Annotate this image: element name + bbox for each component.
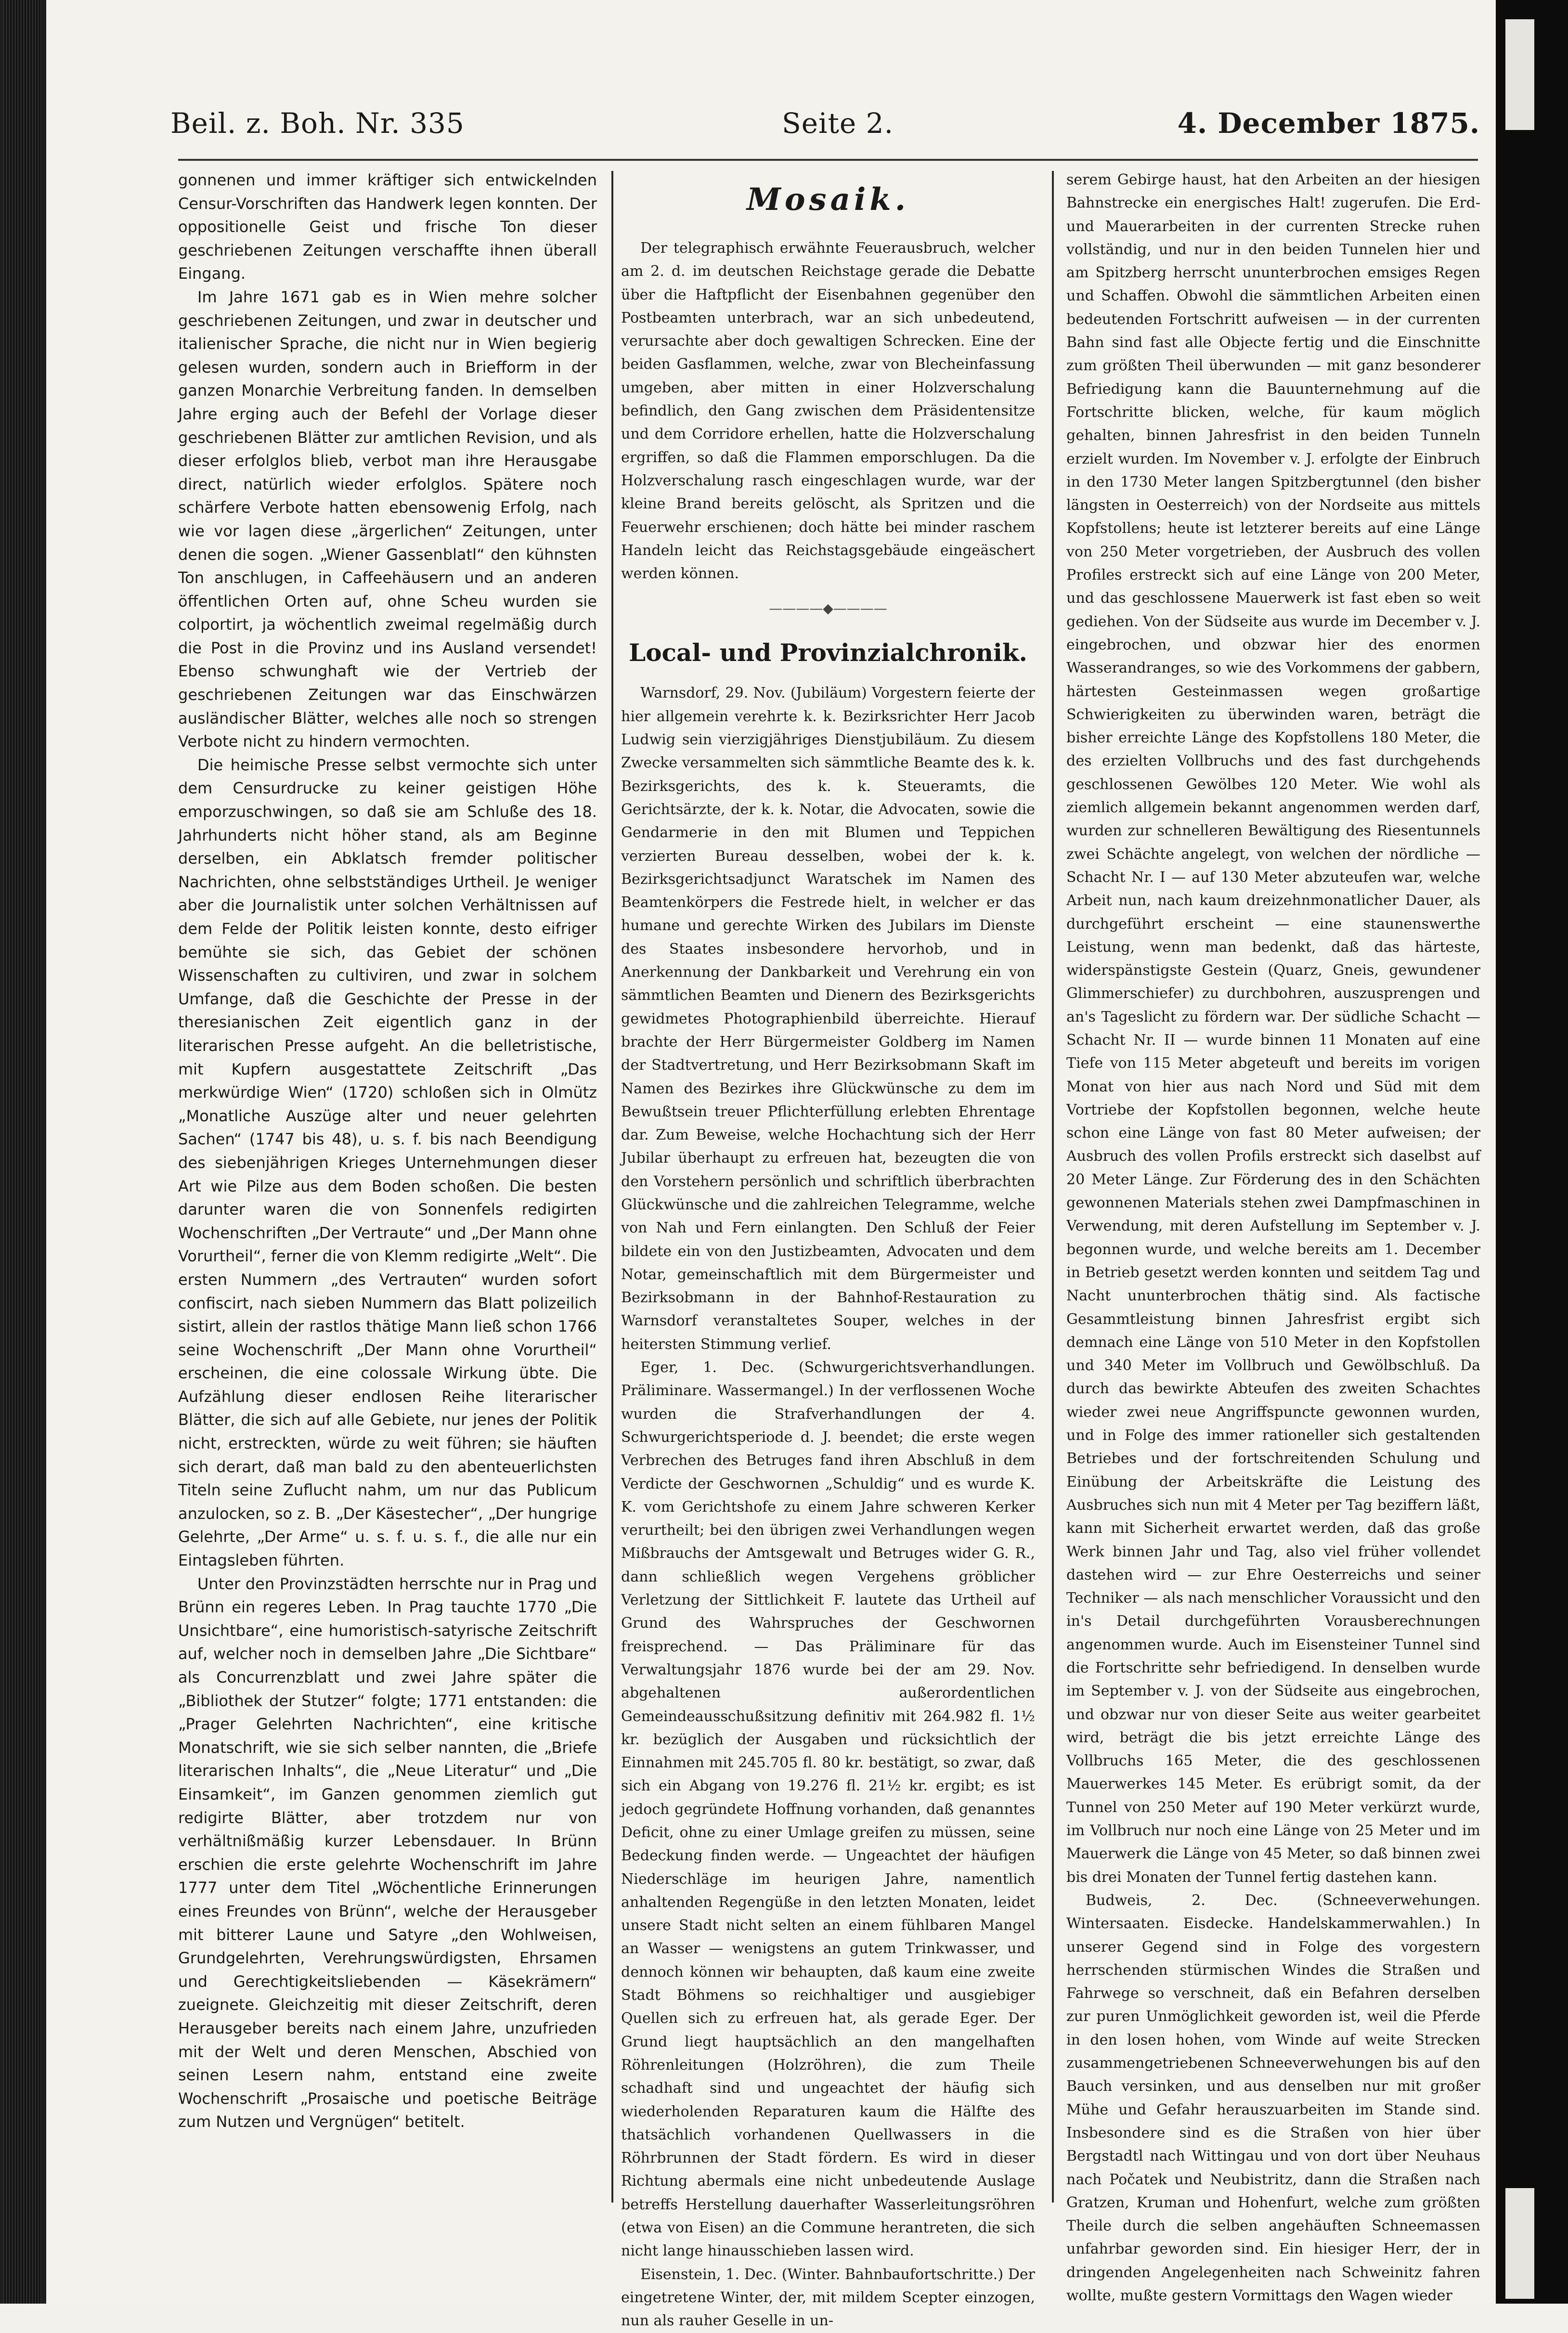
news-warnsdorf: Warnsdorf, 29. Nov. (Jubiläum) Vorgestern feierte der hier allgemein verehrte k. k. Bezirksrichter Herr Jacob Ludwig sein vierzigjähriges Dienstjubiläum. Zu diesem Zwecke versammelten sich sämmtliche Beamte des k. k. Bezirksgerichts, des k. k. Steueramts, die Gerichtsärzte, der k. k. Notar, die Advocaten, sowie die Gendarmerie in den mit Blumen und Teppichen verzierten Bureau desselben, wobei der k. k. Bezirksgerichtsadjunct Waratschek im Namen des Beamtenkörpers die Festrede hielt, in welcher er das humane und gerechte Wirken des Jubilars im Dienste des Staates insbesondere hervorhob, und in Anerkennung der Dankbarkeit und Verehrung ein von sämmtlichen Beamten und Dienern des Bezirksgerichts gewidmetes Photographienbild überreichte. Hierauf brachte der Herr Bürgermeister Goldberg im Namen der Stadtvertretung, und Herr Bezirksobmann Skaft im Namen des Bezirkes ihre Glückwünsche zu dem im Bewußtsein treuer Pflichterfüllung erlebten Ehrentage dar. Zum Beweise, welche Hochachtung sich der Herr Jubilar überhaupt zu erfreuen hat, bezeugten die von den Vorstehern persönlich und schriftlich überbrachten Glückwünsche und die zahlreichen Telegramme, welche von Nah und Fern einlangten. Den Schluß der Feier bildete ein von den Justizbeamten, Advocaten und dem Notar, gemeinschaftlich mit dem Bürgermeister und Bezirksobmann in der Bahnhof-Restauration zu Warnsdorf veranstaltetes Souper, welches in der heitersten Stimmung verlief. <box>621 685 1035 1353</box>
book-spine-edge <box>0 0 46 2304</box>
page-header <box>170 107 1480 150</box>
news-eisenstein: Eisenstein, 1. Dec. (Winter. Bahnbaufortschritte.) Der eingetretene Winter, der, mit mildem Scepter einzogen, nun als rauher Geselle in un- <box>621 2266 1035 2330</box>
section-title-mosaik: Mosaik. <box>747 181 909 218</box>
news-budweis: Budweis, 2. Dec. (Schneeverwehungen. Wintersaaten. Eisdecke. Handelskammerwahlen.) In unserer Gegend sind in Folge des vorgestern herrschenden stürmischen Windes die Straßen und Fahrwege so verschneit, daß ein Befahren derselben zur puren Unmöglichkeit geworden ist, weil die Pferde in den losen hohen, vom Winde auf weite Strecken zusammengetriebenen Schneeverwehungen bis auf den Bauch versinken, und aus denselben nur mit großer Mühe und Gefahr herauszuarbeiten im Stande sind. Insbesondere sind es die Straßen von hier über Bergstadtl nach Wittingau und von dort über Neuhaus nach Počatek und Neubistritz, dann die Straßen nach Gratzen, Kruman und Hohenfurt, welche zum größten Theile durch die selben angehäuften Schneemassen unfahrbar geworden sind. Ein hiesiger Herr, der in dringenden Angelegenheiten nach Schweinitz fahren wollte, mußte gestern Vormittags den Wagen wieder <box>1066 1892 1480 2305</box>
article-paragraph: Die heimische Presse selbst vermochte sich unter dem Censurdrucke zu keiner geistigen Höhe emporzuschwingen, so daß sie am Schluße des 18. Jahrhunderts nicht höher stand, als am Beginne derselben, ein Abklatsch fremder politischer Nachrichten, ohne selbstständiges Urtheil. Je weniger aber die Journalistik unter solchen Verhältnissen auf dem Felde der Politik leisten konnte, desto eifriger bemühte sie sich, das Gebiet der schönen Wissenschaften zu cultiviren, und zwar in solchem Umfange, daß die Geschichte der Presse in der theresianischen Zeit eigentlich ganz in der literarischen Presse aufgeht. An die belletristische, mit Kupfern ausgestattete Zeitschrift „Das merkwürdige Wien“ (1720) schloßen sich in Olmütz „Monatliche Auszüge alter und neuer gelehrten Sachen“ (1747 bis 48), u. s. f. bis nach Beendigung des siebenjährigen Krieges Unternehmungen dieser Art wie Pilze aus dem Boden schoßen. Die besten darunter waren die von Sonnenfels redigirten Wochenschriften „Der Vertraute“ und „Der Mann ohne Vorurtheil“, ferner die von Klemm redigirte „Welt“. Die ersten Nummern „des Vertrauten“ wurden sofort confiscirt, nach sieben Nummern das Blatt polizeilich sistirt, allein der rastlos thätige Mann ließ schon 1766 seine Wochenschrift „Der Mann ohne Vorurtheil“ erscheinen, die eine colossale Wirkung übte. Die Aufzählung dieser endlosen Reihe literarischer Blätter, die sich auf alle Gebiete, nur jenes der Politik nicht, erstreckten, würde zu weit führen; sie häuften sich derart, daß man bald zu den abenteuerlichsten Titeln seine Zuflucht nahm, um nur das Publicum anzulocken, so z. B. „Der Käsestecher“, „Der hungrige Gelehrte, „Der Arme“ u. s. f. u. s. f., die alle nur ein Eintagsleben führten. <box>178 755 597 1570</box>
header-page-number: Seite 2. <box>782 107 894 140</box>
header-rule <box>178 159 1478 161</box>
column-rule-1 <box>611 171 613 2203</box>
news-eisenstein-continued: serem Gebirge haust, hat den Arbeiten an der hiesigen Bahnstrecke ein energisches Halt! zugerufen. Die Erd- und Mauerarbeiten in der currenten Strecke ruhen vollständig, und nur in den beiden Tunnelen hier und am Spitzberg herrscht ununterbrochen emsiges Regen und Schaffen. Obwohl die sämmtlichen Arbeiten einen bedeutenden Fortschritt aufweisen — in der currenten Bahn sind fast alle Objecte fertig und die Einschnitte zum größten Theil überwunden — mit ganz besonderer Befriedigung kann die Bauunternehmung auf die Fortschritte blicken, welche, für kaum möglich gehalten, binnen Jahresfrist in den beiden Tunneln erzielt wurden. Im November v. J. erfolgte der Einbruch in den 1730 Meter langen Spitzbergtunnel (den bisher längsten in Oesterreich) von der Nordseite aus mittels Kopfstollens; heute ist letzterer bereits auf eine Länge von 250 Meter vorgetrieben, der Ausbruch des vollen Profiles erstreckt sich auf eine Länge von 200 Meter, und das geschlossene Mauerwerk ist fast eben so weit gediehen. Von der Südseite aus wurde im December v. J. eingebrochen, und obzwar hier des enormen Wasserandranges, so wie des Vorkommens der gabbern, härtesten Gesteinmassen wegen großartige Schwierigkeiten zu überwinden waren, beträgt die bisher erreichte Länge des Kopfstollens 180 Meter, die des erzielten Vollbruchs und des fast durchgehends geschlossenen Gewölbes 120 Meter. Wie wohl als ziemlich allgemein bekannt angenommen werden darf, wurden zur schnelleren Bewältigung des Riesentunnels zwei Schächte angelegt, von welchen der nördliche — Schacht Nr. I — auf 130 Meter abzuteufen war, welche Arbeit nun, nach kaum dreizehnmonatlicher Dauer, als durchgeführt erscheint — eine staunenswerthe Leistung, wenn man bedenkt, daß das härteste, widerspänstigste Gestein (Quarz, Gneis, gewundener Glimmerschiefer) zu durchbohren, auszusprengen und an's Tageslicht zu fördern war. Der südliche Schacht — Schacht Nr. II — wurde binnen 11 Monaten auf eine Tiefe von 115 Meter abgeteuft und bereits im vorigen Monat von hier aus nach Nord und Süd mit dem Vortriebe der Kopfstollen begonnen, welche heute schon eine Länge von fast 80 Meter aufweisen; der Ausbruch des vollen Profils erstreckt sich daselbst auf 20 Meter Länge. Zur Förderung des in den Schächten gewonnenen Materials stehen zwei Dampfmaschinen in Verwendung, mit deren Aufstellung im September v. J. begonnen wurde, und welche bereits am 1. December in Betrieb gesetzt werden konnten und seitdem Tag und Nacht ununterbrochen thätig sind. Als factische Gesammtleistung binnen Jahresfrist ergibt sich demnach eine Länge von 510 Meter in den Kopfstollen und 340 Meter im Vollbruch und Gewölbschluß. Da durch das bewirkte Abteufen des zweiten Schachtes wieder zwei neue Angriffspuncte gewonnen wurden, und in Folge des immer rationeller sich gestaltenden Betriebes und der fortschreitenden Schulung und Einübung der Arbeitskräfte die Leistung des Ausbruches sich nun mit 4 Meter per Tag beziffern läßt, kann mit Sicherheit erwartet werden, daß das große Werk binnen Jahr und Tag, also viel früher vollendet dastehen wird — zur Ehre Oesterreichs und seiner Techniker — als nach menschlicher Voraussicht und den in's Detail durchgeführten Vorausberechnungen angenommen wurde. Auch im Eisensteiner Tunnel sind die Fortschritte sehr befriedigend. In denselben wurde im September v. J. von der Südseite aus eingebrochen, und obzwar nur von dieser Seite aus weiter gearbeitet wird, beträgt die bis jetzt erreichte Länge des Vollbruchs 165 Meter, die des geschlossenen Mauerwerkes 145 Meter. Es erübrigt somit, da der Tunnel von 250 Meter auf 190 Meter verkürzt wurde, im Vollbruch nur noch eine Länge von 25 Meter und im Mauerwerk die Länge von 45 Meter, so daß binnen zwei bis drei Monaten der Tunnel fertig dastehen kann. <box>1066 171 1480 1886</box>
section-divider: ————◆———— <box>769 600 887 617</box>
column-rule-2 <box>1052 171 1054 2203</box>
article-paragraph: Unter den Provinzstädten herrschte nur in Prag und Brünn ein regeres Leben. In Prag tauchte 1770 „Die Unsichtbare“, eine humoristisch-satyrische Zeitschrift auf, welcher noch in demselben Jahre „Die Sichtbare“ als Concurrenzblatt und zwei Jahre später die „Bibliothek der Stutzer“ folgte; 1771 entstanden: die „Prager Gelehrten Nachrichten“, eine kritische Monatschrift, wie sie sich selber nannten, die „Briefe literarischen Inhalts“, die „Neue Literatur“ und „Die Einsamkeit“, im Ganzen genommen ziemlich gut redigirte Blätter, aber trotzdem nur von verhältnißmäßig kurzer Lebensdauer. In Brünn erschien die erste gelehrte Wochenschrift im Jahre 1777 unter dem Titel „Wöchentliche Erinnerungen eines Freundes von Brünn“, welche der Herausgeber mit bitterer Laune und Satyre „den Wohlweisen, Grundgelehrten, Verehrungswürdigsten, Ehrsamen und Gerechtigkeitsliebenden — Käsekrämern“ zueignete. Gleichzeitig mit dieser Zeitschrift, deren Herausgeber bereits nach einem Jahre, unzufrieden mit der Welt und deren Menschen, Abschied von seinen Lesern nahm, entstand eine zweite Wochenschrift „Prosaische und poetische Beiträge zum Nutzen und Vergnügen“ betitelt. <box>178 1574 597 2131</box>
section-title-chronik: Local- und Provinzialchronik. <box>629 638 1027 667</box>
scan-right-margin <box>1496 0 1568 2304</box>
news-eger: Eger, 1. Dec. (Schwurgerichtsverhandlungen. Präliminare. Wassermangel.) In der verflossenen Woche wurden die Strafverhandlungen der 4. Schwurgerichtsperiode d. J. beendet; die erste wegen Verbrechen des Betruges fand ihren Abschluß in dem Verdicte der Geschwornen „Schuldig“ und es wurde K. K. vom Gerichtshofe zu einem Jahre schweren Kerker verurtheilt; bei den übrigen zwei Verhandlungen wegen Mißbrauchs der Amtsgewalt und Betruges wider G. R., dann schließlich wegen Vergehens gröblicher Verletzung der Sittlichkeit F. lautete das Urtheil auf Grund des Wahrspruches der Geschwornen freisprechend. — Das Präliminare für das Verwaltungsjahr 1876 wurde bei der am 29. Nov. abgehaltenen außerordentlichen Gemeindeausschußsitzung definitiv mit 264.982 fl. 1½ kr. bezüglich der Ausgaben und rücksichtlich der Einnahmen mit 245.705 fl. 80 kr. bestätigt, so zwar, daß sich ein Abgang von 19.276 fl. 21½ kr. ergibt; es ist jedoch gegründete Hoffnung vorhanden, daß genanntes Deficit, ohne zu einer Umlage greifen zu müssen, seine Bedeckung finden werde. — Ungeachtet der häufigen Niederschläge im heurigen Jahre, namentlich anhaltenden Regengüße in den letzten Monaten, leidet unsere Stadt nicht selten an einem fühlbaren Mangel an Wasser — wenigstens an gutem Trinkwasser, und dennoch können wir behaupten, daß kaum eine zweite Stadt Böhmens so reichhaltiger und ausgiebiger Quellen sich zu erfreuen hat, als gerade Eger. Der Grund liegt hauptsächlich an den mangelhaften Röhrenleitungen (Holzröhren), die zum Theile schadhaft sind und ungeachtet der häufig sich wiederholenden Reparaturen kaum die Hälfte des thatsächlich vorhandenen Quellwassers in die Röhrbrunnen der Stadt fördern. Es wird in dieser Richtung abermals eine nicht unbedeutende Auslage betreffs Herstellung dauerhafter Wasserleitungsröhren (etwa von Eisen) an die Commune herantreten, die sich nicht lange hinausschieben lassen wird. <box>621 1359 1035 2260</box>
column-left <box>178 168 597 2134</box>
article-paragraph: Im Jahre 1671 gab es in Wien mehre solcher geschriebenen Zeitungen, und zwar in deutscher und italienischer Sprache, die nicht nur in Wien begierig gelesen wurden, sondern auch in Briefform in der ganzen Monarchie Verbreitung fanden. In demselben Jahre erging auch der Befehl der Vorlage dieser geschriebenen Blätter zur amtlichen Revision, und als dieser erfolglos blieb, verbot man ihre Herausgabe direct, natürlich wieder erfolglos. Spätere noch schärfere Verbote hatten ebensowenig Erfolg, nach wie vor lagen diese „ärgerlichen“ Zeitungen, unter denen die sogen. „Wiener Gassenblatl“ den kühnsten Ton anschlugen, in Caffeehäusern und an anderen öffentlichen Orten auf, ohne Scheu wurden sie colportirt, ja wöchentlich zweimal regelmäßig durch die Post in die Provinz und ins Ausland versendet! Ebenso schwunghaft wie der Vertrieb der geschriebenen Zeitungen war das Einschwärzen ausländischer Blätter, welches alle noch so strengen Verbote nicht zu hindern vermochten. <box>178 287 597 751</box>
column-right <box>1066 168 1480 2307</box>
header-date: 4. December 1875. <box>1177 107 1480 140</box>
article-paragraph: gonnenen und immer kräftiger sich entwickelnden Censur-Vorschriften das Handwerk legen konnten. Der oppositionelle Geist und frische Ton dieser geschriebenen Zeitungen verschaffte ihnen überall Eingang. <box>178 171 597 283</box>
mosaik-article: Der telegraphisch erwähnte Feuerausbruch, welcher am 2. d. im deutschen Reichstage gerade die Debatte über die Haftpflicht der Eisenbahnen gegenüber den Postbeamten unterbrach, war an sich unbedeutend, verursachte aber doch gewaltigen Schrecken. Eine der beiden Gasflammen, welche, zwar von Blecheinfassung umgeben, aber mitten in einer Holzverschalung befindlich, den Gang zwischen dem Präsidentensitze und dem Corridore erhellen, hatte die Holzverschalung ergriffen, so daß die Flammen emporschlugen. Da die Holzverschalung rasch eingeschlagen wurde, war der kleine Brand bereits gelöscht, als Spritzen und die Feuerwehr erschienen; doch hätte bei minder raschem Handeln leicht das Reichstagsgebäude eingeäschert werden können. <box>621 240 1035 583</box>
header-issue: Beil. z. Boh. Nr. 335 <box>170 107 465 140</box>
column-middle <box>621 168 1035 2333</box>
